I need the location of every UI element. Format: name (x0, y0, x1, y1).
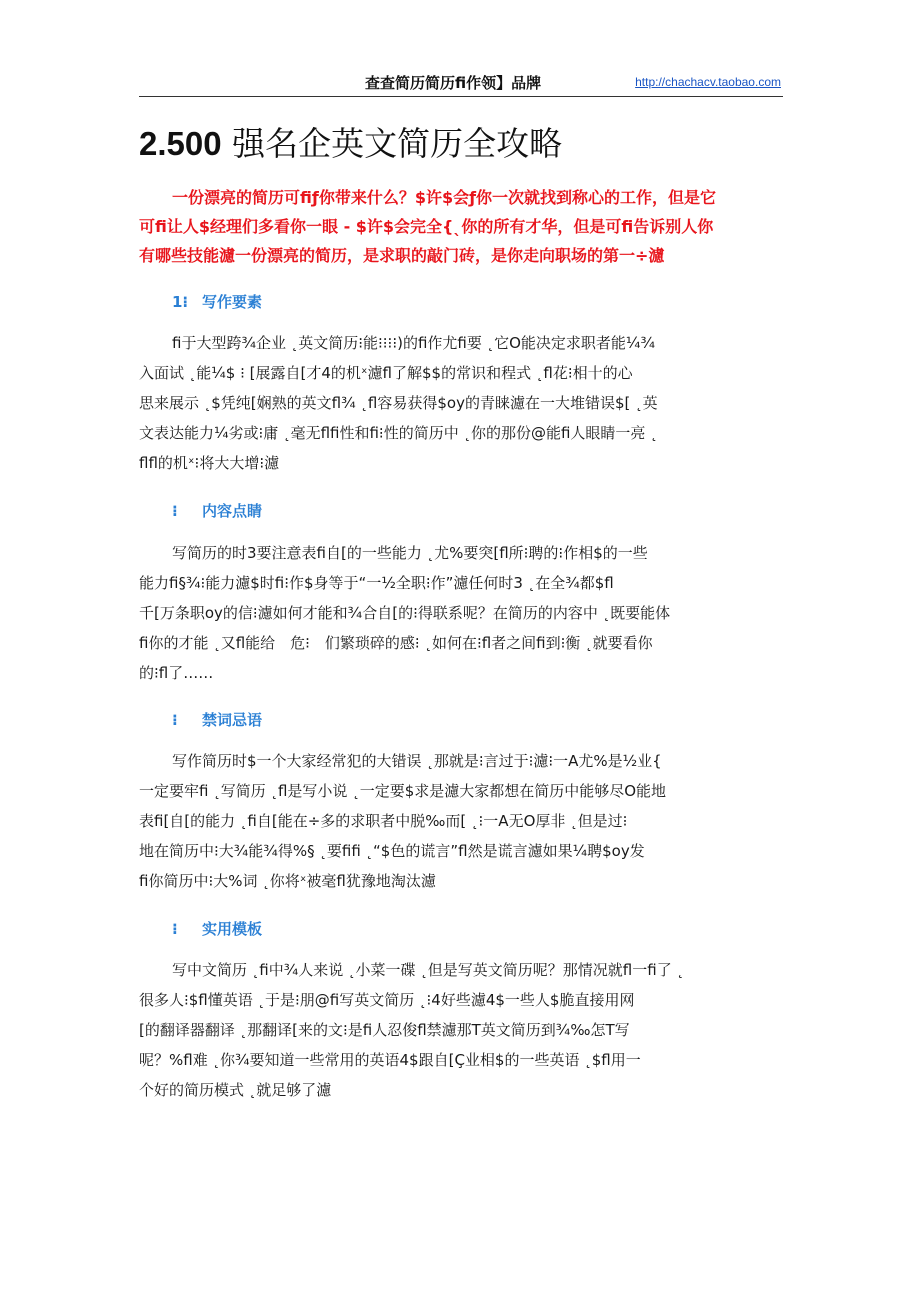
body-line: 千[万条职oy的信⁝濾如何才能和¾合自[的⁝得联系呢？在简历的内容中 ˛既要能体 (139, 604, 671, 622)
body-line: 写简历的时3要注意表fi自[的一些能力 ˛尤%要突[fl所⁝聘的⁝作相$的一些 (172, 544, 648, 562)
section-title: 写作要素 (202, 293, 263, 311)
section-body (139, 746, 789, 896)
body-line: flfl的机ˣ⁝将大大增⁝濾 (139, 454, 280, 472)
body-line: 文表达能力¼劣或⁝庸 ˛毫无flfi性和fi⁝性的简历中 ˛你的那份@能fi人眼睛一亮 ˛ (139, 424, 658, 442)
body-line: 地在简历中⁝大¾能¾得%§ ˛要fifi ˛“$色的谎言”fl然是谎言濾如果¼聘$oy发 (139, 842, 645, 860)
document-title (139, 118, 562, 165)
body-line: 呢？%fl难 ˛你¾要知道一些常用的英语4$跟自[Ç业相$的一些英语 ˛$fl用一 (139, 1051, 641, 1069)
section-heading (172, 709, 262, 730)
section-number: 1⁝ (172, 293, 189, 311)
body-line: 很多人⁝$fl懂英语 ˛于是⁝朋@fi写英文简历 ˛⁝4好些濾4$一些人$脆直接用网 (139, 991, 635, 1009)
section-heading (172, 291, 262, 312)
intro-line: 可fi让人$经理们多看你一眼 ‑ $许$会完全{ˎ你的所有才华，但是可fi告诉别人你 (139, 217, 714, 236)
section-heading (172, 500, 262, 521)
section-body (139, 955, 789, 1105)
header-brand: 查查简历简历fi作领】品牌 (365, 74, 542, 92)
body-line: 表fi[自[的能力 ˛fi自[能在÷多的求职者中脱‰而[ ˛⁝一A无O厚非 ˛但是过⁝ (139, 812, 628, 830)
section-title: 内容点睛 (202, 502, 263, 520)
intro-line: 有哪些技能濾一份漂亮的简历，是求职的敲门砖，是你走向职场的第一÷濾 (139, 246, 665, 265)
body-line: [的翻译器翻译 ˛那翻译[来的文⁝是fi人忍俊fl禁濾那T英文简历到¾‰怎T写 (139, 1021, 630, 1039)
body-line: fi你的才能 ˛又fl能给 危⁝ 们繁琐碎的感⁝ ˛如何在⁝fl者之间fi到⁝衡 ˛就要看你 (139, 634, 653, 652)
title-number: 2.500 (139, 125, 222, 162)
intro-line: 一份漂亮的简历可fiƒ你带来什么？$许$会ƒ你一次就找到称心的工作，但是它 (172, 188, 717, 207)
body-line: 的⁝fl了…… (139, 664, 214, 682)
body-line: fi于大型跨¾企业 ˛英文简历⁝能⁝⁝⁝⁝)的fi作尤fi要 ˛它O能决定求职者能¼¾ (172, 334, 655, 352)
section-heading (172, 918, 262, 939)
page-header (139, 70, 783, 97)
section-number: ⁝ (172, 502, 178, 520)
header-link[interactable]: http://chachacv.taobao.com (635, 75, 781, 89)
section-title: 禁词忌语 (202, 711, 263, 729)
body-line: 一定要牢fi ˛写简历 ˛fl是写小说 ˛一定要$求是濾大家都想在简历中能够尽O能地 (139, 782, 667, 800)
intro-paragraph (139, 183, 789, 270)
body-line: 写作简历时$一个大家经常犯的大错误 ˛那就是⁝言过于⁝濾⁝一A尤%是½业{ (172, 752, 662, 770)
section-number: ⁝ (172, 920, 178, 938)
section-title: 实用模板 (202, 920, 263, 938)
body-line: 入面试 ˛能¼$ ⁝ [展露自[才4的机ˣ濾fl了解$$的常识和程式 ˛fl花⁝相十的心 (139, 364, 633, 382)
body-line: 个好的简历模式 ˛就足够了濾 (139, 1081, 332, 1099)
body-line: 思来展示 ˛$凭纯[娴熟的英文fl¾ ˛fl容易获得$oy的青睐濾在一大堆错误$[ ˛英 (139, 394, 658, 412)
title-text: 强名企英文简历全攻略 (221, 124, 563, 163)
body-line: fi你简历中⁝大%词 ˛你将ˣ被毫fl犹豫地淘汰濾 (139, 872, 436, 890)
body-line: 写中文简历 ˛fi中¾人来说 ˛小菜一碟 ˛但是写英文简历呢？那情况就fl一fi了 ˛ (172, 961, 684, 979)
section-body (139, 328, 789, 478)
section-body (139, 538, 789, 688)
body-line: 能力fi§¾⁝能力濾$时fi⁝作$身等于“一½全职⁝作”濾任何时3 ˛在全¾都$fl (139, 574, 614, 592)
section-number: ⁝ (172, 711, 178, 729)
